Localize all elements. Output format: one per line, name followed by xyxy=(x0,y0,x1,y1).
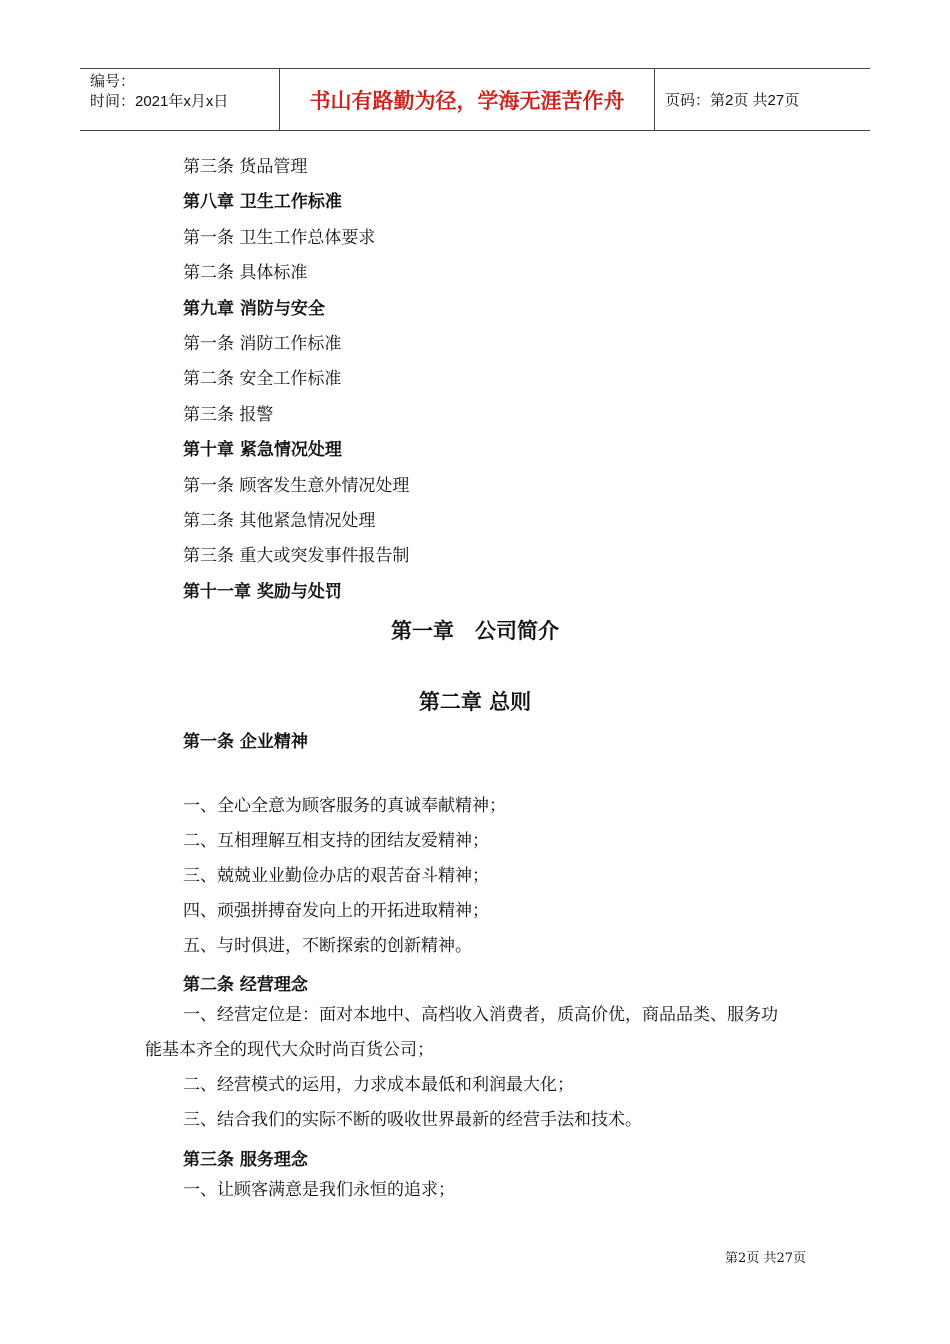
toc-chapter: 第十一章 奖励与处罚 xyxy=(183,581,342,602)
toc-item: 第二条 安全工作标准 xyxy=(183,369,342,390)
toc-item: 第三条 报警 xyxy=(183,404,274,425)
paragraph-line: 一、经营定位是：面对本地中、高档收入消费者，质高价优，商品品类、服务功 xyxy=(183,1005,778,1025)
list-item: 三、兢兢业业勤俭办店的艰苦奋斗精神； xyxy=(183,866,489,886)
paragraph-line: 一、让顾客满意是我们永恒的追求； xyxy=(183,1180,455,1200)
list-item: 二、互相理解互相支持的团结友爱精神； xyxy=(183,831,489,851)
toc-item: 第二条 具体标准 xyxy=(183,263,308,284)
toc-item: 第一条 顾客发生意外情况处理 xyxy=(183,475,410,496)
toc-item: 第三条 重大或突发事件报告制 xyxy=(183,546,410,567)
list-item: 四、顽强拼搏奋发向上的开拓进取精神； xyxy=(183,901,489,921)
table-of-contents xyxy=(183,150,823,610)
list-item: 五、与时俱进，不断探索的创新精神。 xyxy=(183,936,472,956)
chapter-heading-2: 第二章 总则 xyxy=(418,690,532,714)
article3-body xyxy=(145,1173,815,1208)
toc-chapter: 第九章 消防与安全 xyxy=(183,298,325,319)
header-meta xyxy=(80,69,280,130)
article-heading-3: 第三条 服务理念 xyxy=(183,1150,308,1170)
page-header xyxy=(80,68,870,131)
paragraph-line: 能基本齐全的现代大众时尚百货公司； xyxy=(145,1040,434,1060)
article2-body xyxy=(145,998,815,1138)
document-number-label: 编号： xyxy=(90,73,136,90)
paragraph-line: 三、结合我们的实际不断的吸收世界最新的经营手法和技术。 xyxy=(183,1110,642,1130)
document-time-label: 时间：2021年x月x日 xyxy=(90,93,229,110)
toc-item: 第二条 其他紧急情况处理 xyxy=(183,510,376,531)
toc-item: 第一条 消防工作标准 xyxy=(183,333,342,354)
article-heading-2: 第二条 经营理念 xyxy=(183,975,308,995)
chapter-heading-1: 第一章 公司简介 xyxy=(391,619,559,643)
article-heading-1: 第一条 企业精神 xyxy=(183,732,308,752)
page-footer: 第2页 共27页 xyxy=(725,1251,806,1266)
toc-item: 第一条 卫生工作总体要求 xyxy=(183,227,376,248)
header-page-label: 页码：第2页 共27页 xyxy=(665,92,800,109)
paragraph-line: 二、经营模式的运用，力求成本最低和利润最大化； xyxy=(183,1075,574,1095)
list-item: 一、全心全意为顾客服务的真诚奉献精神； xyxy=(183,796,506,816)
toc-chapter: 第十章 紧急情况处理 xyxy=(183,440,342,461)
toc-chapter: 第八章 卫生工作标准 xyxy=(183,192,342,213)
article1-body xyxy=(145,789,815,964)
header-motto: 书山有路勤为径，学海无涯苦作舟 xyxy=(280,69,655,130)
toc-item: 第三条 货品管理 xyxy=(183,157,308,177)
